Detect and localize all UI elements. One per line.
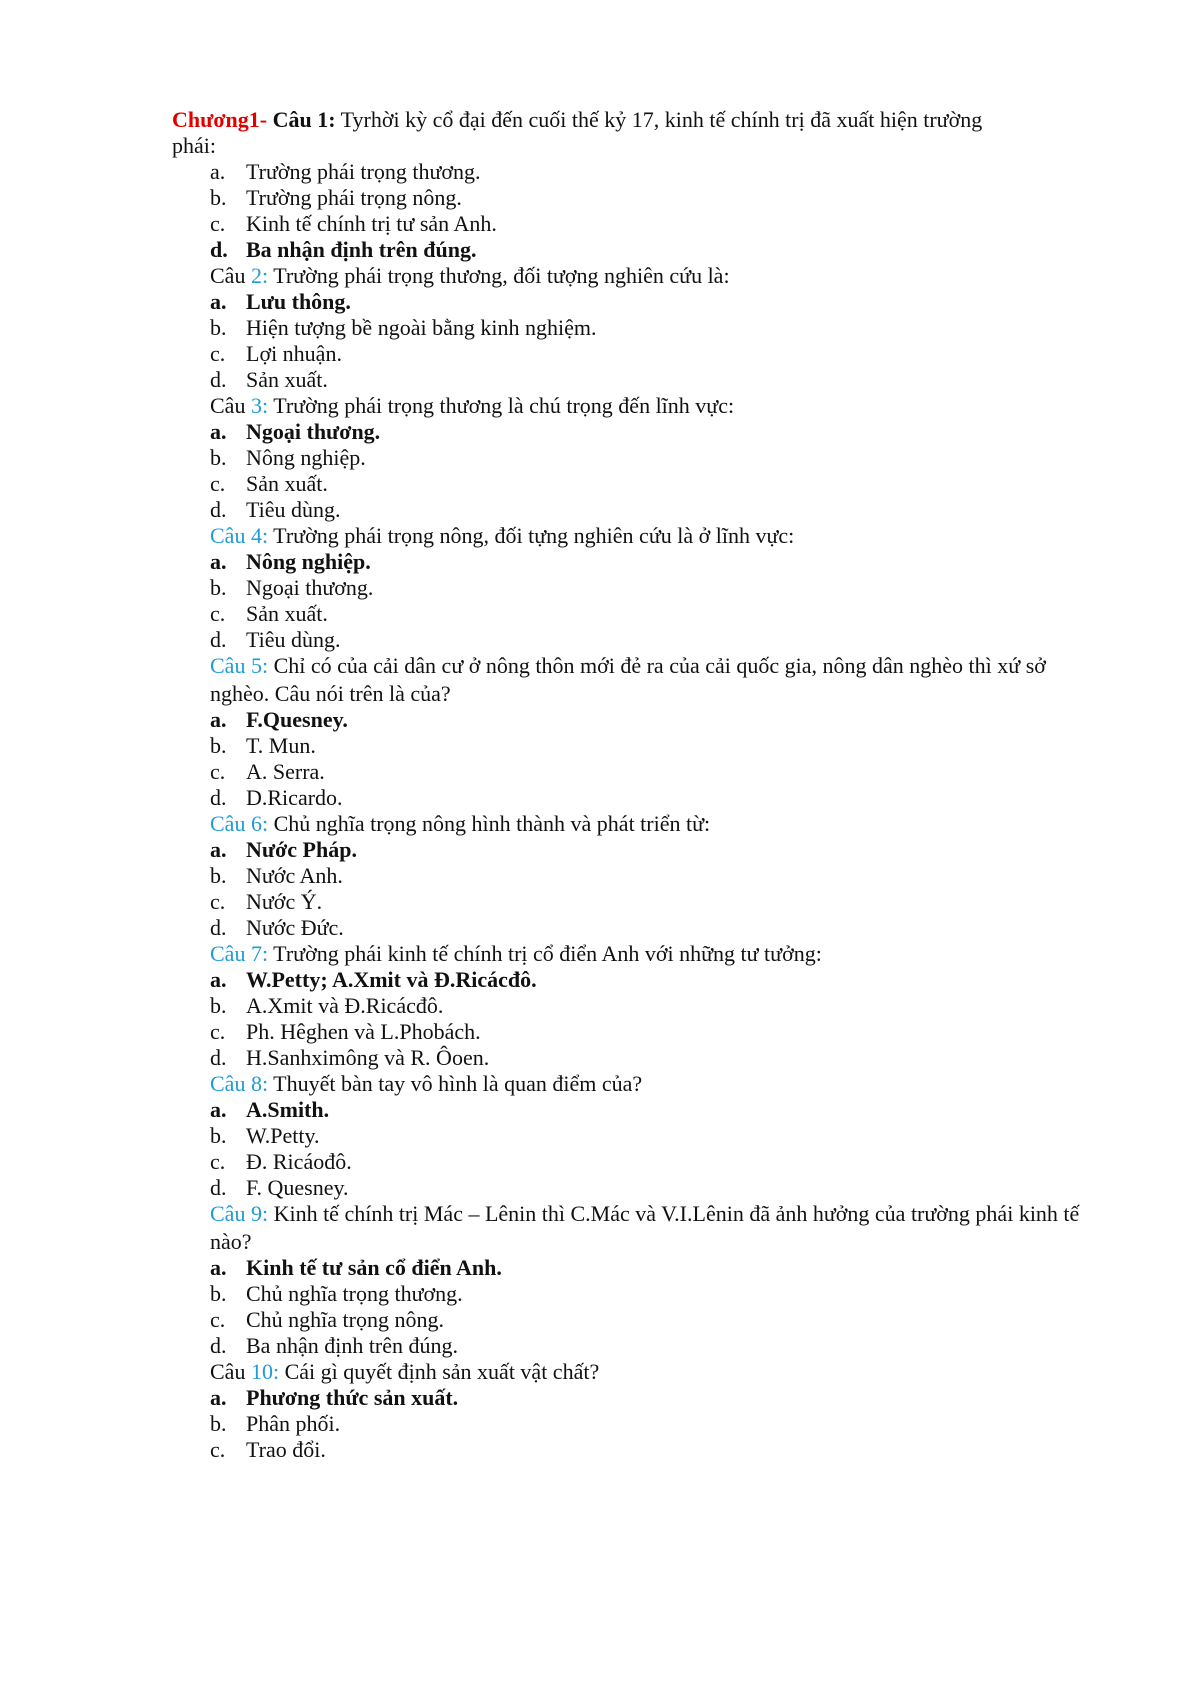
option-text: Chủ nghĩa trọng thương.	[246, 1281, 463, 1306]
option-text: Phương thức sản xuất.	[246, 1385, 459, 1410]
option-text: Ph. Hêghen và L.Phobách.	[246, 1019, 481, 1044]
question-4-option-d	[210, 626, 341, 654]
question-7-option-d	[210, 1044, 489, 1072]
option-text: F.Quesney.	[246, 707, 348, 732]
question-10-option-a-correct	[210, 1384, 458, 1412]
option-text: Kinh tế tư sản cổ điển Anh.	[246, 1255, 502, 1280]
question-5-option-d	[210, 784, 343, 812]
question-5-text: Chỉ có của cải dân cư ở nông thôn mới đẻ ra của cải quốc gia, nông dân nghèo thì xứ sở nghèo. Câu nói trên là của?	[210, 653, 1046, 706]
option-letter: b.	[210, 1411, 227, 1436]
option-letter: b.	[210, 185, 227, 210]
question-7-option-c	[210, 1018, 481, 1046]
option-text: Ba nhận định trên đúng.	[246, 1333, 459, 1358]
question-2-option-b	[210, 314, 596, 342]
question-10-number: 10:	[250, 1359, 280, 1384]
option-text: Ngoại thương.	[246, 419, 381, 444]
option-text: Chủ nghĩa trọng nông.	[246, 1307, 444, 1332]
option-text: Nước Pháp.	[246, 837, 357, 862]
question-7-label: Câu 7:	[210, 941, 269, 966]
option-text: Trao đổi.	[246, 1437, 326, 1462]
question-2-text: Trường phái trọng thương, đối tượng nghiên cứu là:	[273, 263, 730, 288]
question-4-label: Câu 4:	[210, 523, 269, 548]
option-letter: b.	[210, 1123, 227, 1148]
question-6-label: Câu 6:	[210, 811, 269, 836]
option-letter: d.	[210, 785, 227, 810]
question-2-label-word: Câu	[210, 263, 246, 288]
question-2-option-d	[210, 366, 328, 394]
option-letter: a.	[210, 1385, 227, 1410]
option-text: Lợi nhuận.	[246, 341, 342, 366]
option-text: Trường phái trọng nông.	[246, 185, 462, 210]
option-letter: d.	[210, 497, 227, 522]
question-8-option-c	[210, 1148, 352, 1176]
question-1-option-a	[210, 158, 481, 186]
option-letter: a.	[210, 1097, 227, 1122]
question-10-option-b	[210, 1410, 340, 1438]
question-1-text: Tyrhời kỳ cổ đại đến cuối thế kỷ 17, kinh tế chính trị đã xuất hiện trường	[340, 107, 983, 132]
option-text: W.Petty.	[246, 1123, 320, 1148]
option-text: A.Xmit và Đ.Ricácđô.	[246, 993, 444, 1018]
option-letter: c.	[210, 1307, 226, 1332]
question-10	[210, 1358, 599, 1386]
question-2-option-c	[210, 340, 342, 368]
question-4-option-c	[210, 600, 328, 628]
option-text: Hiện tượng bề ngoài bằng kinh nghiệm.	[246, 315, 597, 340]
question-5-option-c	[210, 758, 325, 786]
question-1-option-b	[210, 184, 462, 212]
question-4-option-a-correct	[210, 548, 371, 576]
option-text: Đ. Ricáođô.	[246, 1149, 352, 1174]
option-letter: c.	[210, 341, 226, 366]
question-7	[210, 940, 822, 968]
option-text: Ngoại thương.	[246, 575, 374, 600]
option-letter: a.	[210, 289, 227, 314]
question-6-option-d	[210, 914, 344, 942]
option-letter: a.	[210, 159, 226, 184]
question-9-text: Kinh tế chính trị Mác – Lênin thì C.Mác và V.I.Lênin đã ảnh hưởng của trường phái kinh tế nào?	[210, 1201, 1080, 1254]
option-text: Nước Anh.	[246, 863, 343, 888]
option-letter: a.	[210, 1255, 227, 1280]
question-4-option-b	[210, 574, 373, 602]
question-3-number: 3:	[250, 393, 269, 418]
question-10-option-c	[210, 1436, 326, 1464]
question-3	[210, 392, 734, 420]
option-text: Sản xuất.	[246, 601, 328, 626]
option-letter: c.	[210, 1149, 226, 1174]
question-1-option-c	[210, 210, 497, 238]
question-6-text: Chủ nghĩa trọng nông hình thành và phát triển từ:	[273, 811, 711, 836]
option-letter: d.	[210, 237, 228, 262]
option-text: Phân phối.	[246, 1411, 341, 1436]
option-text: Nông nghiệp.	[246, 549, 371, 574]
option-letter: a.	[210, 419, 227, 444]
question-9-option-b	[210, 1280, 463, 1308]
option-letter: b.	[210, 993, 227, 1018]
question-1-text-continued: phái:	[172, 133, 216, 158]
option-letter: d.	[210, 367, 227, 392]
question-7-option-b	[210, 992, 443, 1020]
option-letter: d.	[210, 1333, 227, 1358]
question-8	[210, 1070, 642, 1098]
question-5-option-b	[210, 732, 316, 760]
option-letter: b.	[210, 863, 227, 888]
question-2-option-a-correct	[210, 288, 351, 316]
option-text: Tiêu dùng.	[246, 627, 341, 652]
option-text: T. Mun.	[246, 733, 316, 758]
option-letter: c.	[210, 211, 226, 236]
question-6	[210, 810, 710, 838]
option-letter: c.	[210, 759, 226, 784]
option-letter: c.	[210, 471, 226, 496]
question-3-label-word: Câu	[210, 393, 246, 418]
question-4	[210, 522, 794, 550]
question-5-label: Câu 5:	[210, 653, 269, 678]
question-1-option-d-correct	[210, 236, 477, 264]
option-letter: c.	[210, 1019, 226, 1044]
chapter-label: Chương1-	[172, 107, 268, 132]
question-7-option-a-correct	[210, 966, 537, 994]
option-letter: b.	[210, 445, 227, 470]
option-letter: c.	[210, 601, 226, 626]
question-9	[210, 1200, 1100, 1256]
option-letter: d.	[210, 915, 227, 940]
question-8-option-d	[210, 1174, 349, 1202]
question-6-option-a-correct	[210, 836, 357, 864]
option-text: Nước Ý.	[246, 889, 323, 914]
question-3-option-c	[210, 470, 328, 498]
option-text: W.Petty; A.Xmit và Đ.Ricácđô.	[246, 967, 537, 992]
question-3-option-d	[210, 496, 341, 524]
question-9-option-a-correct	[210, 1254, 502, 1282]
question-3-text: Trường phái trọng thương là chú trọng đến lĩnh vực:	[273, 393, 735, 418]
option-letter: d.	[210, 1045, 227, 1070]
option-letter: c.	[210, 1437, 226, 1462]
question-6-option-c	[210, 888, 322, 916]
question-5	[210, 652, 1100, 708]
question-10-text: Cái gì quyết định sản xuất vật chất?	[284, 1359, 600, 1384]
question-8-option-a-correct	[210, 1096, 329, 1124]
question-8-label: Câu 8:	[210, 1071, 269, 1096]
option-text: Sản xuất.	[246, 367, 328, 392]
option-text: A.Smith.	[246, 1097, 330, 1122]
question-8-text: Thuyết bàn tay vô hình là quan điểm của?	[273, 1071, 643, 1096]
question-1	[172, 106, 1092, 134]
option-letter: a.	[210, 837, 227, 862]
option-letter: c.	[210, 889, 226, 914]
option-text: F. Quesney.	[246, 1175, 349, 1200]
option-letter: b.	[210, 575, 227, 600]
question-3-option-b	[210, 444, 366, 472]
question-9-option-c	[210, 1306, 444, 1334]
question-9-label: Câu 9:	[210, 1201, 269, 1226]
question-4-text: Trường phái trọng nông, đối tựng nghiên cứu là ở lĩnh vực:	[273, 523, 795, 548]
option-letter: b.	[210, 315, 227, 340]
option-letter: a.	[210, 707, 227, 732]
question-5-option-a-correct	[210, 706, 348, 734]
option-text: Trường phái trọng thương.	[246, 159, 481, 184]
option-letter: a.	[210, 549, 227, 574]
option-text: Kinh tế chính trị tư sản Anh.	[246, 211, 497, 236]
question-6-option-b	[210, 862, 343, 890]
option-letter: a.	[210, 967, 227, 992]
question-10-label-word: Câu	[210, 1359, 246, 1384]
option-text: Tiêu dùng.	[246, 497, 341, 522]
option-text: Nước Đức.	[246, 915, 344, 940]
question-8-option-b	[210, 1122, 320, 1150]
question-7-text: Trường phái kinh tế chính trị cổ điển Anh với những tư tưởng:	[273, 941, 822, 966]
option-letter: d.	[210, 1175, 227, 1200]
option-letter: b.	[210, 1281, 227, 1306]
option-letter: d.	[210, 627, 227, 652]
option-text: D.Ricardo.	[246, 785, 343, 810]
question-2	[210, 262, 730, 290]
question-1-label: Câu 1:	[272, 107, 336, 132]
option-text: Sản xuất.	[246, 471, 328, 496]
question-2-number: 2:	[250, 263, 269, 288]
question-9-option-d	[210, 1332, 458, 1360]
option-letter: b.	[210, 733, 227, 758]
option-text: Lưu thông.	[246, 289, 351, 314]
option-text: Nông nghiệp.	[246, 445, 366, 470]
option-text: Ba nhận định trên đúng.	[246, 237, 477, 262]
question-3-option-a-correct	[210, 418, 380, 446]
option-text: H.Sanhximông và R. Ôoen.	[246, 1045, 490, 1070]
option-text: A. Serra.	[246, 759, 325, 784]
